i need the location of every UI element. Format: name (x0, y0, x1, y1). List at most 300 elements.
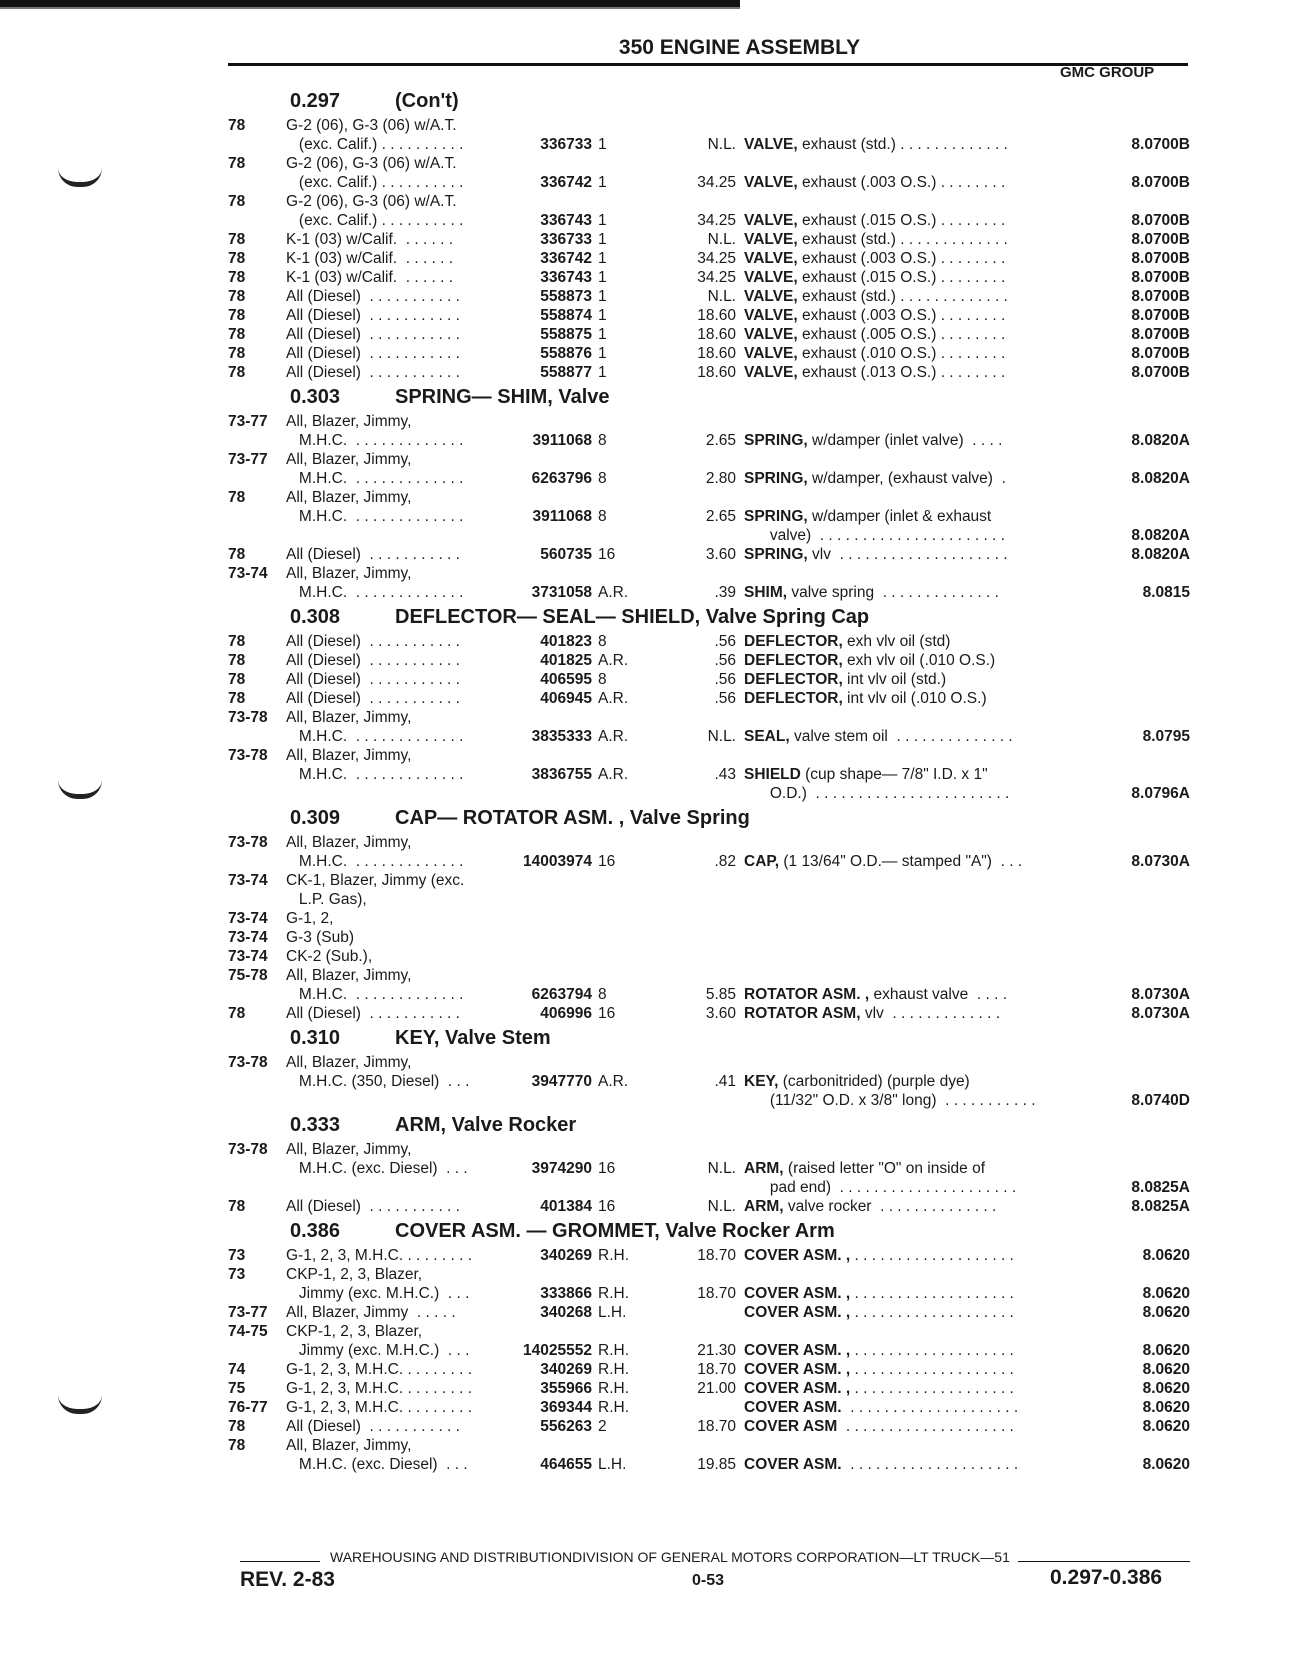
part-name: VALVE, (744, 364, 798, 381)
price (644, 154, 744, 173)
part-row (228, 469, 1190, 488)
part-number (522, 708, 592, 727)
price: 2.65 (705, 432, 736, 449)
part-description (744, 833, 1070, 852)
part-name: VALVE, (744, 212, 798, 229)
model-year: 78 (228, 250, 246, 267)
model-year: 73-74 (228, 948, 268, 965)
model-year: 73-78 (228, 709, 268, 726)
part-row (228, 488, 1190, 507)
quantity: 16 (598, 853, 616, 870)
quantity (592, 746, 644, 765)
part-description (744, 947, 1070, 966)
section-number: 0.386 (290, 1220, 341, 1242)
part-description (744, 784, 1070, 803)
part-number (522, 412, 592, 431)
group-number: 8.0796A (1131, 785, 1190, 802)
part-name: VALVE, (744, 307, 798, 324)
part-description (744, 325, 1070, 344)
group-number: 8.0825A (1131, 1198, 1190, 1215)
price: .39 (714, 584, 736, 601)
part-row (228, 325, 1190, 344)
part-description (744, 708, 1070, 727)
model-year: 73-77 (228, 451, 268, 468)
part-number: 406595 (540, 671, 592, 688)
price: 34.25 (697, 212, 736, 229)
quantity: 1 (598, 250, 607, 267)
section-number: 0.297 (290, 90, 341, 112)
price (644, 1265, 744, 1284)
section-number: 0.303 (290, 386, 341, 408)
group-number: 8.0620 (1142, 1342, 1190, 1359)
group-number: 8.0820A (1131, 470, 1190, 487)
quantity: 16 (598, 1005, 616, 1022)
price (644, 784, 744, 803)
part-detail: exhaust (.005 O.S.) . . . . . . . . (797, 326, 1006, 343)
part-number (522, 947, 592, 966)
section-number: 0.308 (290, 606, 341, 628)
part-detail: (carbonitrided) (purple dye) (778, 1073, 970, 1090)
price: .56 (714, 671, 736, 688)
quantity: R.H. (598, 1342, 629, 1359)
price: 18.70 (697, 1361, 736, 1378)
model-year: 73-74 (228, 872, 268, 889)
part-number (522, 564, 592, 583)
quantity: 1 (598, 364, 607, 381)
model-year: 78 (228, 193, 246, 210)
price (644, 116, 744, 135)
part-row (228, 966, 1190, 985)
section-title: DEFLECTOR— SEAL— SHIELD, Valve Spring Cap (395, 606, 870, 628)
price: 3.60 (705, 546, 736, 563)
part-detail: . . . . . . . . . . . . . . . . . . . . (837, 1418, 1014, 1435)
model-year (228, 1341, 286, 1360)
group-number: 8.0740D (1131, 1092, 1190, 1109)
model-application: K-1 (03) w/Calif. . . . . . . (286, 231, 454, 248)
model-year (228, 526, 286, 545)
section-heading (228, 803, 1190, 833)
part-name: VALVE, (744, 326, 798, 343)
part-number: 333866 (540, 1285, 592, 1302)
model-year: 73-74 (228, 565, 268, 582)
group-number: 8.0620 (1142, 1285, 1190, 1302)
part-number: 558877 (540, 364, 592, 381)
part-detail: w/damper (inlet valve) . . . . (807, 432, 1003, 449)
group-number: 8.0820A (1131, 432, 1190, 449)
binder-punch-mark (58, 1395, 102, 1414)
quantity: 1 (598, 212, 607, 229)
model-application: All, Blazer, Jimmy, (286, 1437, 412, 1454)
part-detail: exhaust valve . . . . (869, 986, 1007, 1003)
model-year: 78 (228, 489, 246, 506)
part-row (228, 746, 1190, 765)
part-name: SPRING, (744, 432, 808, 449)
quantity (592, 966, 644, 985)
model-year (228, 890, 286, 909)
part-row (228, 450, 1190, 469)
model-application: All (Diesel) . . . . . . . . . . . (286, 345, 460, 362)
model-year (228, 507, 286, 526)
quantity: R.H. (598, 1285, 629, 1302)
part-detail: int vlv oil (std.) (842, 671, 947, 688)
part-number: 556263 (540, 1418, 592, 1435)
part-description (744, 909, 1070, 928)
quantity (592, 526, 644, 545)
model-application: K-1 (03) w/Calif. . . . . . . (286, 269, 454, 286)
part-description (744, 344, 1070, 363)
part-description (744, 727, 1070, 746)
quantity: 1 (598, 136, 607, 153)
part-detail: . . . . . . . . . . . . . . . . . . . (850, 1361, 1014, 1378)
model-application (286, 526, 522, 545)
section-heading (228, 1110, 1190, 1140)
part-number: 3731058 (531, 584, 592, 601)
price: N.L. (707, 1198, 736, 1215)
part-number (522, 746, 592, 765)
price: 5.85 (705, 986, 736, 1003)
model-year: 73-74 (228, 929, 268, 946)
section-title: SPRING— SHIM, Valve (395, 386, 610, 408)
group-number: 8.0700B (1131, 345, 1190, 362)
part-row (228, 928, 1190, 947)
quantity (592, 890, 644, 909)
part-row (228, 306, 1190, 325)
part-detail: exhaust (.003 O.S.) . . . . . . . . (797, 307, 1006, 324)
part-row (228, 947, 1190, 966)
part-detail: (cup shape— 7/8" I.D. x 1" (800, 766, 988, 783)
part-row (228, 909, 1190, 928)
part-number (522, 928, 592, 947)
part-number: 355966 (540, 1380, 592, 1397)
part-name: VALVE, (744, 250, 798, 267)
part-row (228, 1379, 1190, 1398)
price (644, 966, 744, 985)
part-description (744, 1417, 1070, 1436)
section-number: 0.333 (290, 1114, 341, 1136)
price: N.L. (707, 1160, 736, 1177)
model-application: CK-1, Blazer, Jimmy (exc. (286, 872, 465, 889)
quantity: A.R. (598, 728, 629, 745)
price: 18.70 (697, 1247, 736, 1264)
price (644, 192, 744, 211)
part-description (744, 1455, 1070, 1474)
part-detail: valve spring . . . . . . . . . . . . . . (787, 584, 999, 601)
quantity (592, 708, 644, 727)
part-detail: exhaust (.003 O.S.) . . . . . . . . (797, 250, 1006, 267)
group-number: 8.0700B (1131, 326, 1190, 343)
group-number (1070, 746, 1190, 765)
model-application: M.H.C. . . . . . . . . . . . . . (286, 728, 464, 745)
group-number (1070, 412, 1190, 431)
part-row (228, 1284, 1190, 1303)
model-year: 78 (228, 671, 246, 688)
part-row (228, 268, 1190, 287)
part-row (228, 985, 1190, 1004)
part-description (744, 1284, 1070, 1303)
model-application: M.H.C. . . . . . . . . . . . . . (286, 508, 464, 525)
part-name: SPRING, (744, 508, 808, 525)
price (644, 833, 744, 852)
model-application: G-2 (06), G-3 (06) w/A.T. (286, 193, 457, 210)
price: 34.25 (697, 174, 736, 191)
group-number (1070, 488, 1190, 507)
part-description (744, 412, 1070, 431)
part-description (744, 1360, 1070, 1379)
group-number (1070, 450, 1190, 469)
part-number: 14025552 (523, 1342, 592, 1359)
group-number: 8.0620 (1142, 1380, 1190, 1397)
part-description (744, 469, 1070, 488)
group-number (1070, 632, 1190, 651)
price: .56 (714, 652, 736, 669)
part-description (744, 966, 1070, 985)
price: 18.70 (697, 1418, 736, 1435)
part-row (228, 784, 1190, 803)
model-application: All (Diesel) . . . . . . . . . . . (286, 1005, 460, 1022)
group-number (1070, 1140, 1190, 1159)
part-description (744, 230, 1070, 249)
model-application: CKP-1, 2, 3, Blazer, (286, 1266, 423, 1283)
group-number: 8.0730A (1131, 1005, 1190, 1022)
quantity: 1 (598, 345, 607, 362)
price: 34.25 (697, 250, 736, 267)
model-application: All (Diesel) . . . . . . . . . . . (286, 546, 460, 563)
quantity: 1 (598, 326, 607, 343)
section-heading (228, 602, 1190, 632)
section-number: 0.310 (290, 1027, 341, 1049)
part-detail: . . . . . . . . . . . . . . . . . . . (850, 1285, 1014, 1302)
model-year (228, 1159, 286, 1178)
price (644, 746, 744, 765)
model-application: M.H.C. (350, Diesel) . . . (286, 1073, 470, 1090)
part-row (228, 1436, 1190, 1455)
part-detail: . . . . . . . . . . . . . . . . . . . . (841, 1456, 1019, 1473)
part-row (228, 1398, 1190, 1417)
group-number: 8.0700B (1131, 288, 1190, 305)
part-name: COVER ASM. , (744, 1285, 851, 1302)
model-year: 78 (228, 117, 246, 134)
group-number (1070, 708, 1190, 727)
part-number: 3911068 (532, 508, 592, 525)
group-number: 8.0700B (1131, 364, 1190, 381)
quantity (592, 116, 644, 135)
model-application: All, Blazer, Jimmy, (286, 413, 412, 430)
quantity (592, 909, 644, 928)
part-detail: w/damper, (exhaust valve) . (807, 470, 1006, 487)
quantity: A.R. (598, 652, 629, 669)
part-number: 336733 (540, 231, 592, 248)
part-number: 464655 (540, 1456, 592, 1473)
part-row (228, 852, 1190, 871)
part-row (228, 507, 1190, 526)
part-detail: valve rocker . . . . . . . . . . . . . . (783, 1198, 997, 1215)
model-year: 76-77 (228, 1399, 268, 1416)
part-row (228, 708, 1190, 727)
part-number: 6263794 (531, 986, 592, 1003)
part-name: VALVE, (744, 174, 798, 191)
parts-listing (228, 86, 1190, 1474)
model-application: All, Blazer, Jimmy, (286, 565, 412, 582)
part-number: 14003974 (523, 853, 592, 870)
title-rule (228, 63, 1188, 66)
part-row (228, 833, 1190, 852)
model-year (228, 765, 286, 784)
group-number: 8.0730A (1131, 986, 1190, 1003)
price: .82 (714, 853, 736, 870)
quantity: 1 (598, 174, 607, 191)
part-number (522, 488, 592, 507)
part-row (228, 173, 1190, 192)
part-name: COVER ASM (744, 1418, 838, 1435)
part-description (744, 689, 1070, 708)
quantity: 8 (598, 508, 607, 525)
part-name: VALVE, (744, 345, 798, 362)
top-border-rule-secondary (0, 7, 740, 9)
model-application: All (Diesel) . . . . . . . . . . . (286, 690, 460, 707)
revision-label: REV. 2-83 (240, 1568, 335, 1591)
model-application: Jimmy (exc. M.H.C.) . . . (286, 1342, 470, 1359)
group-number (1070, 833, 1190, 852)
price: 18.60 (697, 326, 736, 343)
group-number: 8.0820A (1131, 527, 1190, 544)
part-detail: . . . . . . . . . . . . . . . . . . . (850, 1247, 1014, 1264)
part-description (744, 928, 1070, 947)
price (644, 947, 744, 966)
quantity: 8 (598, 986, 607, 1003)
part-number: 401825 (540, 652, 592, 669)
part-description (744, 765, 1070, 784)
part-number (522, 192, 592, 211)
part-name: SHIELD (744, 766, 801, 783)
part-name: DEFLECTOR, (744, 690, 843, 707)
model-application: G-2 (06), G-3 (06) w/A.T. (286, 155, 457, 172)
part-name: ARM, (744, 1198, 784, 1215)
price: 34.25 (697, 269, 736, 286)
group-number: 8.0700B (1131, 231, 1190, 248)
part-row (228, 211, 1190, 230)
part-description (744, 1072, 1070, 1091)
group-number (1070, 507, 1190, 526)
model-application: CKP-1, 2, 3, Blazer, (286, 1323, 423, 1340)
group-number (1070, 670, 1190, 689)
quantity: L.H. (598, 1456, 627, 1473)
page-title: 350 ENGINE ASSEMBLY (618, 36, 861, 59)
quantity (592, 784, 644, 803)
model-application: All (Diesel) . . . . . . . . . . . (286, 633, 460, 650)
group-number (1070, 1159, 1190, 1178)
part-number (522, 1178, 592, 1197)
part-row (228, 431, 1190, 450)
part-number: 336733 (540, 136, 592, 153)
part-number: 6263796 (531, 470, 592, 487)
group-number (1070, 1072, 1190, 1091)
part-description (744, 507, 1070, 526)
model-application: (exc. Calif.) . . . . . . . . . . (286, 212, 464, 229)
part-number: 336742 (540, 250, 592, 267)
quantity (592, 1265, 644, 1284)
part-row (228, 651, 1190, 670)
price: .56 (714, 633, 736, 650)
model-year: 78 (228, 326, 246, 343)
model-year (228, 1284, 286, 1303)
quantity: R.H. (598, 1361, 629, 1378)
part-description (744, 1140, 1070, 1159)
model-year: 73 (228, 1266, 246, 1283)
part-description (744, 871, 1070, 890)
section-heading (228, 1216, 1190, 1246)
model-year (228, 583, 286, 602)
model-application: All, Blazer, Jimmy, (286, 451, 412, 468)
part-description (744, 287, 1070, 306)
model-application: All, Blazer, Jimmy, (286, 747, 412, 764)
model-application: All, Blazer, Jimmy, (286, 709, 412, 726)
part-name: COVER ASM. , (744, 1342, 851, 1359)
price (644, 1322, 744, 1341)
group-number (1070, 1265, 1190, 1284)
quantity: L.H. (598, 1304, 627, 1321)
part-row (228, 727, 1190, 746)
part-detail: . . . . . . . . . . . . . . . . . . . (850, 1304, 1014, 1321)
part-row (228, 1455, 1190, 1474)
model-year: 78 (228, 345, 246, 362)
binder-punch-mark (58, 780, 102, 799)
model-year (228, 1178, 286, 1197)
model-year: 73-78 (228, 747, 268, 764)
price: 3.60 (705, 1005, 736, 1022)
part-description (744, 852, 1070, 871)
group-number: 8.0795 (1142, 728, 1190, 745)
quantity: A.R. (598, 584, 629, 601)
part-row (228, 230, 1190, 249)
model-application: G-1, 2, (286, 910, 334, 927)
part-row (228, 1303, 1190, 1322)
part-description (744, 1246, 1070, 1265)
quantity (592, 1091, 644, 1110)
part-number (522, 450, 592, 469)
quantity: 1 (598, 288, 607, 305)
part-detail: int vlv oil (.010 O.S.) (842, 690, 987, 707)
group-number (1070, 1436, 1190, 1455)
part-number: 3974290 (531, 1160, 592, 1177)
model-year (228, 852, 286, 871)
part-row (228, 1417, 1190, 1436)
price: .56 (714, 690, 736, 707)
group-number: 8.0700B (1131, 136, 1190, 153)
part-detail: vlv . . . . . . . . . . . . . . . . . . . . (807, 546, 1008, 563)
part-name: SEAL, (744, 728, 790, 745)
part-number (522, 833, 592, 852)
group-number (1070, 947, 1190, 966)
footer-text: WAREHOUSING AND DISTRIBUTIONDIVISION OF GENERAL MOTORS CORPORATION—LT TRUCK—51 (330, 1549, 1010, 1565)
part-detail: exhaust (.013 O.S.) . . . . . . . . (797, 364, 1006, 381)
part-number: 401823 (540, 633, 592, 650)
part-detail: exhaust (std.) . . . . . . . . . . . . . (797, 288, 1008, 305)
part-number: 369344 (540, 1399, 592, 1416)
part-name: COVER ASM. , (744, 1361, 851, 1378)
part-detail: vlv . . . . . . . . . . . . . (860, 1005, 1001, 1022)
quantity (592, 833, 644, 852)
group-number (1070, 116, 1190, 135)
part-name: ARM, (744, 1160, 784, 1177)
model-year: 75 (228, 1380, 246, 1397)
part-description (744, 1091, 1070, 1110)
part-description (744, 1379, 1070, 1398)
model-application: M.H.C. . . . . . . . . . . . . . (286, 584, 464, 601)
part-row (228, 363, 1190, 382)
part-row (228, 1053, 1190, 1072)
part-detail: (raised letter "O" on inside of (783, 1160, 986, 1177)
part-row (228, 583, 1190, 602)
